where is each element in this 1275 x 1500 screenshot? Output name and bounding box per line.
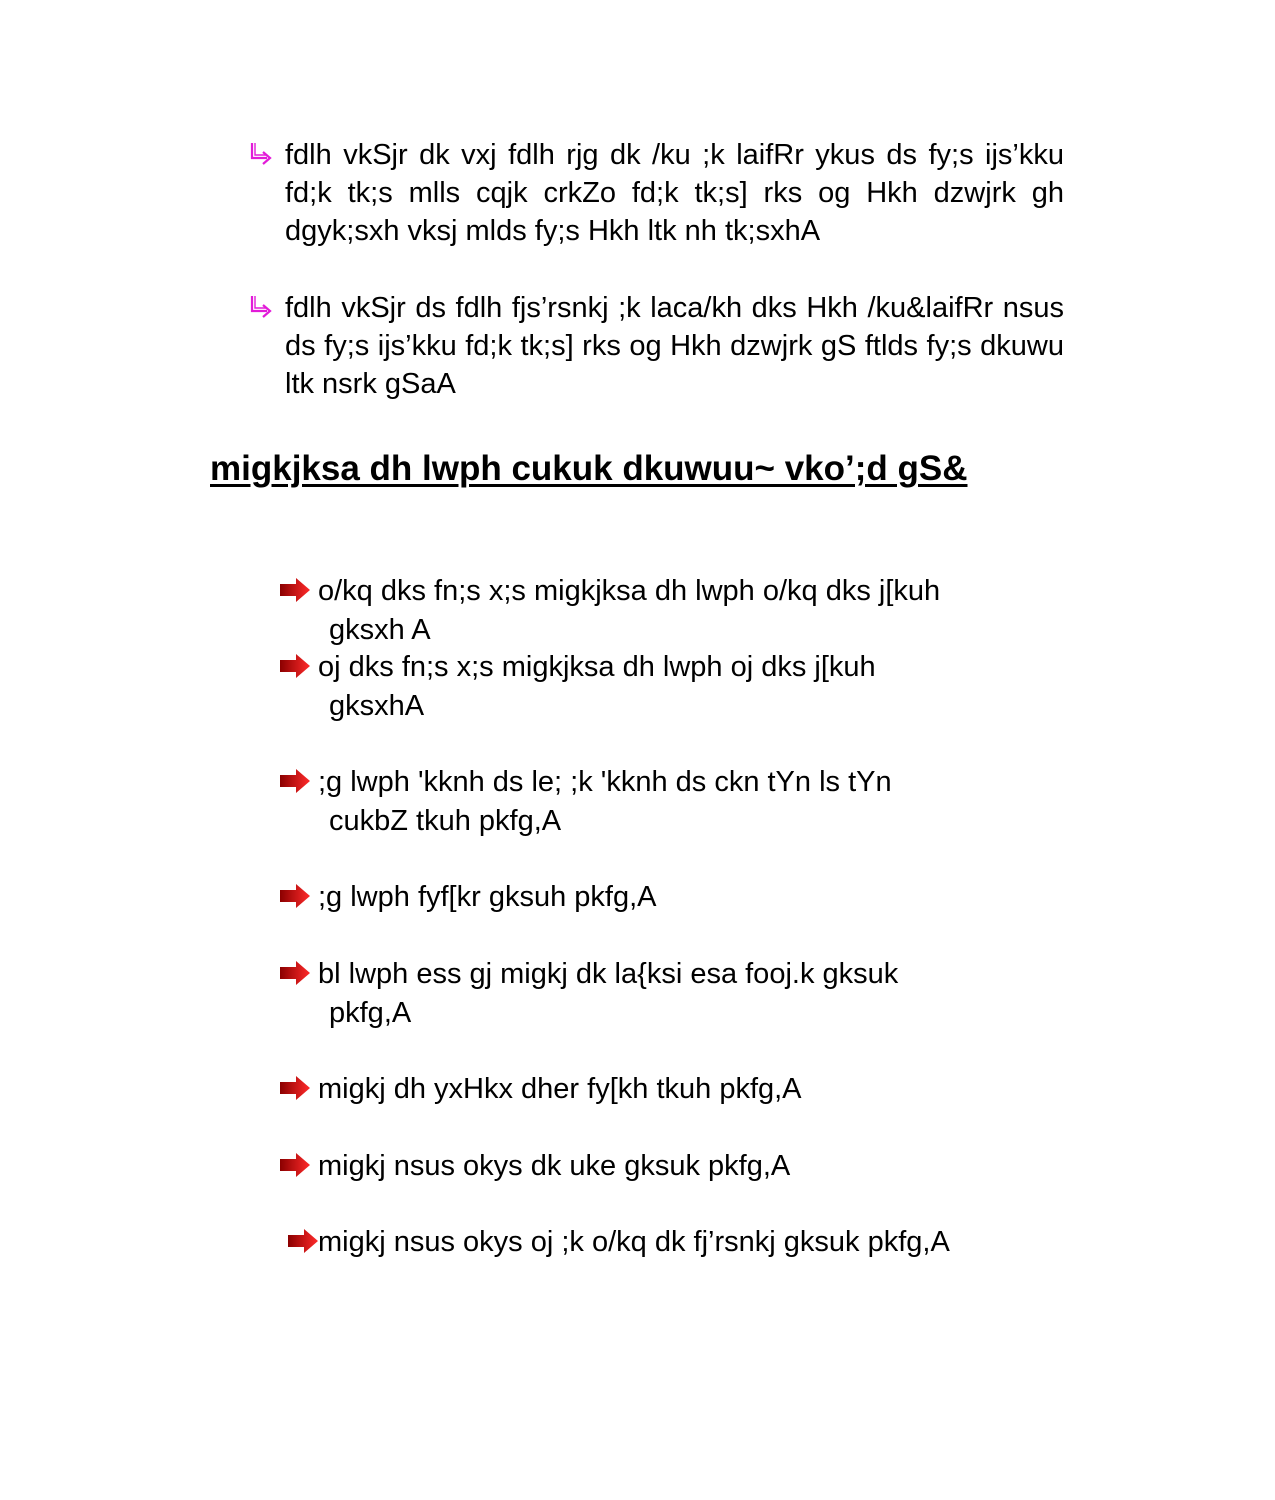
list-item-text: oj dks fn;s x;s migkjksa dh lwph oj dks j[kuh [318, 651, 876, 683]
red-arrow-icon [279, 768, 311, 794]
red-arrow-icon [279, 1075, 311, 1101]
list-item-text-continued: gksxh A [329, 613, 431, 646]
list-item [279, 1070, 1064, 1109]
list-item-text: o/kq dks fn;s x;s migkjksa dh lwph o/kq dks j[kuh [318, 575, 941, 607]
list-item-text: migkj dh yxHkx dher fy[kh tkuh pkfg,A [318, 1073, 802, 1105]
list-item-text-continued: pkfg,A [329, 996, 412, 1029]
paragraph-bullet-1 [248, 136, 1064, 250]
list-item-text-continued: cukbZ tkuh pkfg,A [329, 804, 562, 837]
red-arrow-icon [287, 1228, 319, 1254]
list-item-text-continued: gksxhA [329, 689, 425, 722]
list-item [279, 955, 1064, 1032]
list-item-text: ;g lwph 'kknh ds le; ;k 'kknh ds ckn tYn ls tYn [318, 766, 892, 798]
list-item [279, 878, 1064, 917]
paragraph-text: fdlh vkSjr ds fdlh fjs’rsnkj ;k laca/kh dks Hkh /ku&laifRr nsus ds fy;s ijs’kku fd;k tk;s] rks og Hkh dzwjrk gS ftlds fy;s dkuwu ltk nsrk gSaA [285, 292, 1064, 400]
red-arrow-icon [279, 883, 311, 909]
section-heading: migkjksa dh lwph cukuk dkuwuu~ vko’;d gS& [210, 449, 968, 488]
red-arrow-icon [279, 960, 311, 986]
list-item-text: migkj nsus okys oj ;k o/kq dk fj’rsnkj gksuk pkfg,A [318, 1226, 950, 1258]
list-item [287, 1223, 1064, 1262]
list-item-text: ;g lwph fyf[kr gksuh pkfg,A [318, 881, 657, 913]
red-arrow-icon [279, 1152, 311, 1178]
paragraph-text: fdlh vkSjr dk vxj fdlh rjg dk /ku ;k laifRr ykus ds fy;s ijs’kku fd;k tk;s mlls cqjk crkZo fd;k tk;s] rks og Hkh dzwjrk gh dgyk;sxh vksj mlds fy;s Hkh ltk nh tk;sxhA [285, 139, 1064, 247]
hooked-arrow-icon [248, 141, 276, 169]
paragraph-bullet-2 [248, 289, 1064, 403]
hooked-arrow-icon [248, 294, 276, 322]
red-arrow-icon [279, 653, 311, 679]
list-item [279, 1147, 1064, 1186]
red-arrow-icon [279, 577, 311, 603]
list-item [279, 648, 1064, 725]
list-item [279, 572, 1064, 649]
list-item [279, 763, 1064, 840]
list-item-text: bl lwph ess gj migkj dk la{ksi esa fooj.k gksuk [318, 958, 899, 990]
list-item-text: migkj nsus okys dk uke gksuk pkfg,A [318, 1150, 791, 1182]
